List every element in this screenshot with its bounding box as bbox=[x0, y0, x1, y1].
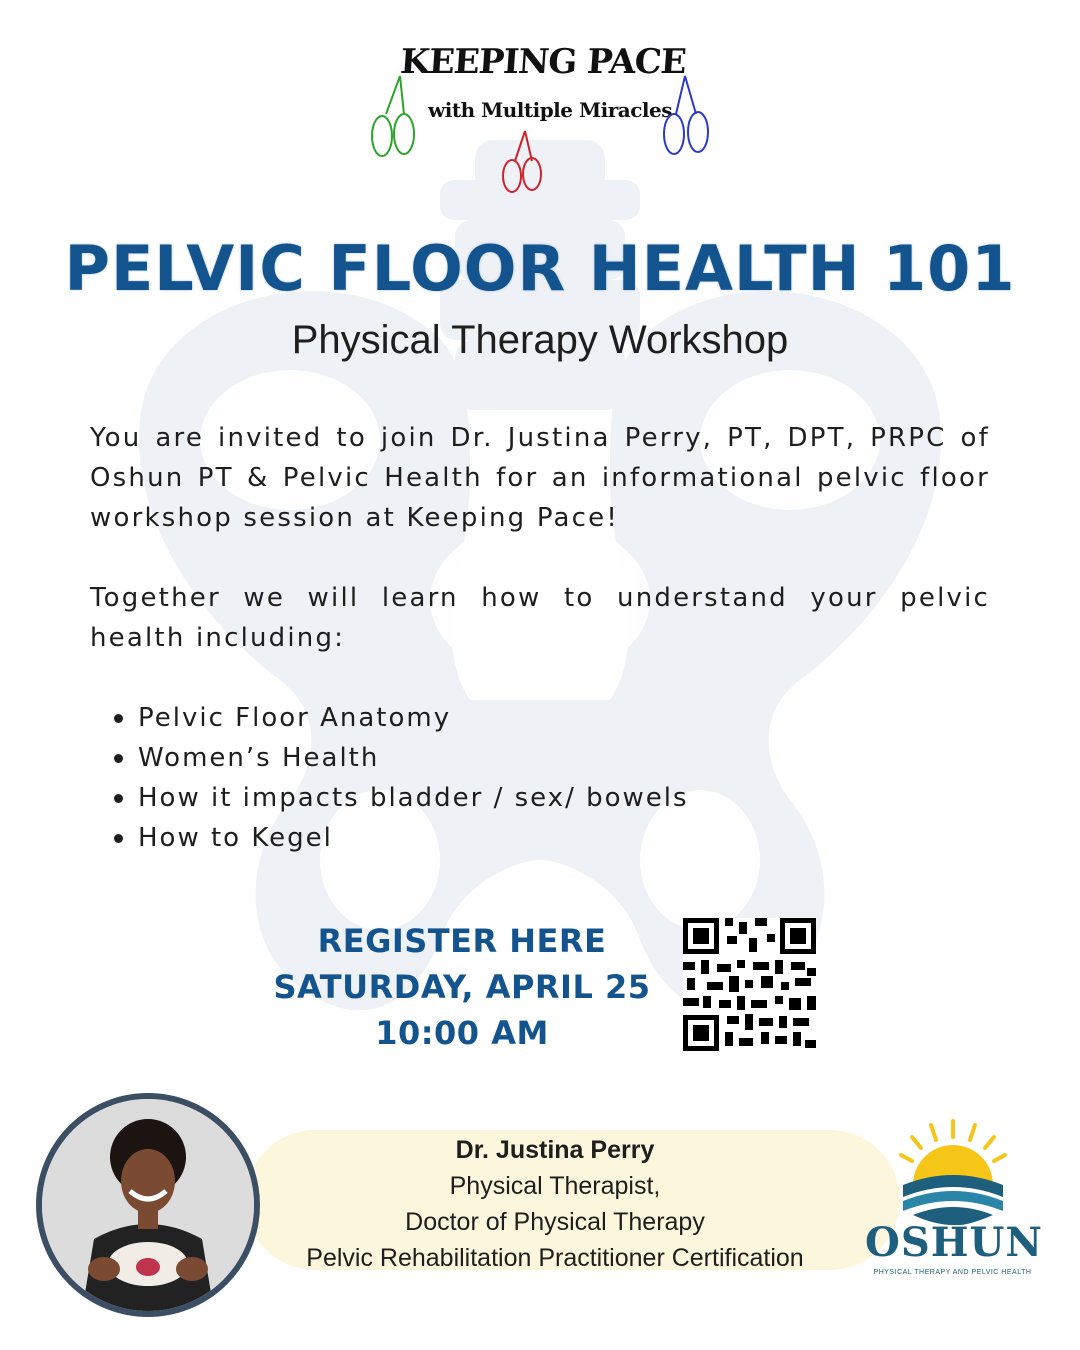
list-item: Women’s Health bbox=[110, 738, 689, 778]
list-item: How to Kegel bbox=[110, 818, 689, 858]
logo-subtitle: with Multiple Miracles bbox=[428, 98, 672, 122]
presenter-credential: Doctor of Physical Therapy bbox=[405, 1208, 705, 1236]
register-block bbox=[262, 918, 662, 1056]
intro-paragraph: Together we will learn how to understand your pelvic health including: bbox=[90, 583, 990, 653]
baby-shoes-icon bbox=[360, 36, 720, 206]
oshun-tagline: PHYSICAL THERAPY AND PELVIC HEALTH bbox=[873, 1269, 1032, 1276]
oshun-wordmark: OSHUN bbox=[865, 1219, 1043, 1266]
sun-wave-icon bbox=[865, 1115, 1040, 1225]
qr-code-icon[interactable] bbox=[683, 918, 816, 1051]
presenter-name: Dr. Justina Perry bbox=[455, 1136, 655, 1164]
register-link[interactable]: REGISTER HERE bbox=[317, 922, 607, 960]
logo-title: KEEPING PACE bbox=[398, 42, 688, 82]
presenter-credential: Pelvic Rehabilitation Practitioner Certification bbox=[306, 1244, 804, 1272]
keeping-pace-logo bbox=[360, 36, 720, 206]
avatar bbox=[36, 1093, 260, 1317]
page-title: PELVIC FLOOR HEALTH 101 bbox=[64, 232, 1016, 305]
oshun-logo bbox=[865, 1115, 1043, 1285]
page-subtitle: Physical Therapy Workshop bbox=[291, 318, 789, 362]
invitation-paragraph: You are invited to join Dr. Justina Perry, PT, DPT, PRPC of Oshun PT & Pelvic Health for an informational pelvic floor workshop session at Keeping Pace! bbox=[90, 423, 990, 533]
list-item: Pelvic Floor Anatomy bbox=[110, 698, 689, 738]
presenter-bio bbox=[250, 1130, 860, 1276]
event-date: SATURDAY, APRIL 25 bbox=[273, 968, 651, 1006]
presenter-credential: Physical Therapist, bbox=[449, 1172, 661, 1200]
list-item: How it impacts bladder / sex/ bowels bbox=[110, 778, 689, 818]
presenter-photo bbox=[42, 1099, 254, 1311]
topics-list bbox=[110, 698, 689, 858]
event-time: 10:00 AM bbox=[375, 1014, 549, 1052]
